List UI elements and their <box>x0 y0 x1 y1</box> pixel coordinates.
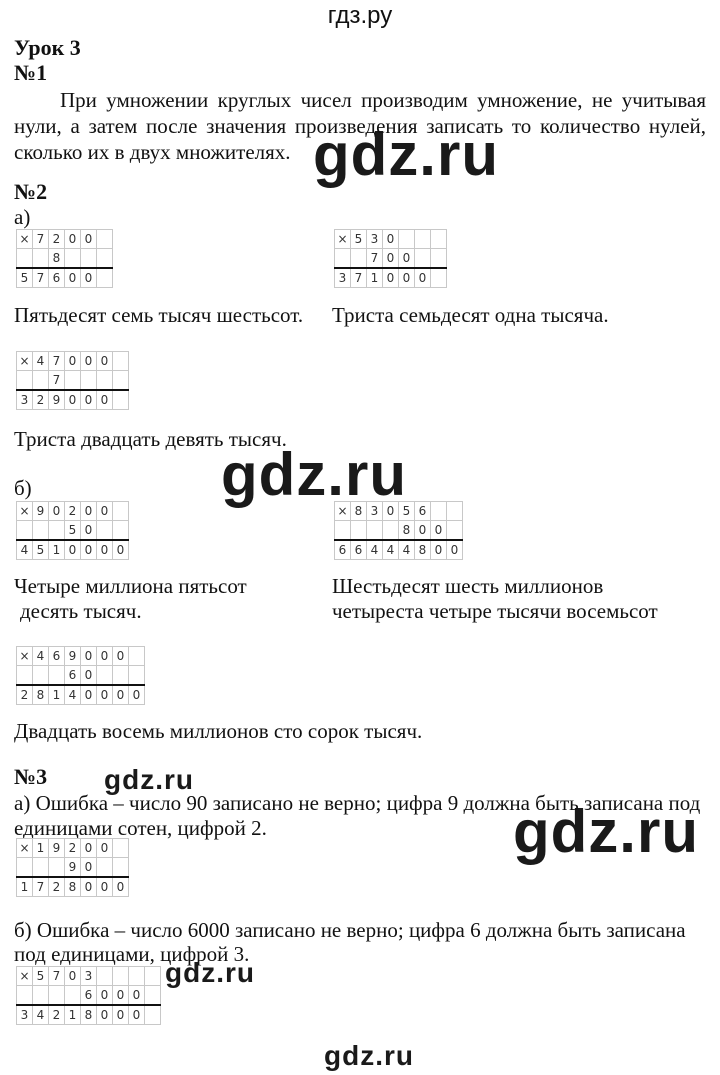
mult-530-700 <box>334 229 447 288</box>
grid-cell <box>145 986 161 1006</box>
grid-cell <box>113 502 129 521</box>
grid-cell: 0 <box>399 249 415 269</box>
grid-cell: 0 <box>81 540 97 560</box>
multiply-sign: × <box>17 502 33 521</box>
grid-result-row <box>17 1005 161 1025</box>
grid-cell <box>33 521 49 541</box>
grid-cell <box>33 986 49 1006</box>
grid-cell: 0 <box>383 249 399 269</box>
grid-cell <box>97 521 113 541</box>
grid-cell <box>367 521 383 541</box>
grid-cell <box>49 986 65 1006</box>
grid-cell <box>351 249 367 269</box>
grid-cell: 0 <box>383 230 399 249</box>
grid-cell <box>49 666 65 686</box>
grid-cell: 0 <box>81 390 97 410</box>
grid-cell: 7 <box>367 249 383 269</box>
grid-cell: 0 <box>447 540 463 560</box>
grid-cell <box>33 249 49 269</box>
grid-cell: 0 <box>113 986 129 1006</box>
grid-cell: 6 <box>335 540 351 560</box>
grid-cell: 3 <box>367 502 383 521</box>
grid-cell: 5 <box>17 268 33 288</box>
grid-cell: 0 <box>129 986 145 1006</box>
grid-factor-row <box>17 230 113 249</box>
watermark: gdz.ru <box>513 798 699 865</box>
grid-cell: 0 <box>97 1005 113 1025</box>
grid-cell <box>17 371 33 391</box>
grid-cell: 8 <box>65 877 81 897</box>
grid-cell: 0 <box>81 230 97 249</box>
grid-cell <box>33 858 49 878</box>
grid-cell: 0 <box>81 685 97 705</box>
grid-cell: 4 <box>33 647 49 666</box>
grid-cell: 9 <box>65 647 81 666</box>
grid-cell: 4 <box>65 685 81 705</box>
grid-cell: 1 <box>49 685 65 705</box>
grid-cell: 0 <box>97 877 113 897</box>
task3-b-line1: б) Ошибка – число 6000 записано не верно; цифра 6 должна быть записана <box>14 918 686 942</box>
task3-a-line2: единицами сотен, цифрой 2. <box>14 816 267 840</box>
grid-cell: 0 <box>97 502 113 521</box>
grid-factor-row <box>17 858 129 878</box>
grid-cell: 0 <box>81 521 97 541</box>
grid-cell: 0 <box>65 230 81 249</box>
grid-cell <box>335 521 351 541</box>
grid-result-row <box>17 685 145 705</box>
grid-cell: 8 <box>415 540 431 560</box>
grid-cell <box>17 521 33 541</box>
grid-cell: 9 <box>49 390 65 410</box>
grid-factor-row <box>17 647 145 666</box>
grid-cell: 0 <box>65 540 81 560</box>
grid-cell: 8 <box>399 521 415 541</box>
grid-cell: 5 <box>399 502 415 521</box>
grid-cell: 0 <box>129 685 145 705</box>
grid-cell: 0 <box>431 521 447 541</box>
grid-cell: 0 <box>129 1005 145 1025</box>
grid-cell <box>17 858 33 878</box>
grid-cell: 7 <box>49 967 65 986</box>
grid-cell: 0 <box>65 390 81 410</box>
task3-a-line1: а) Ошибка – число 90 записано не верно; цифра 9 должна быть записана под <box>14 791 701 815</box>
grid-result-row <box>17 390 129 410</box>
grid-cell: 0 <box>81 858 97 878</box>
task2-part-b: б) <box>14 476 32 500</box>
watermark: gdz.ru <box>313 121 499 188</box>
grid-cell <box>113 967 129 986</box>
task2-answer: Двадцать восемь миллионов сто сорок тысяч. <box>14 719 423 743</box>
task2-answer: Триста семьдесят одна тысяча. <box>332 303 609 327</box>
task2-answer: Четыре миллиона пятьсот <box>14 574 247 598</box>
grid-cell <box>65 371 81 391</box>
grid-factor-row <box>335 521 463 541</box>
grid-factor-row <box>17 249 113 269</box>
grid-cell: 8 <box>351 502 367 521</box>
grid-cell: 5 <box>33 967 49 986</box>
grid-cell: 0 <box>65 268 81 288</box>
multiply-sign: × <box>17 352 33 371</box>
grid-factor-row <box>17 666 145 686</box>
grid-cell <box>113 666 129 686</box>
grid-cell: 6 <box>351 540 367 560</box>
grid-cell: 3 <box>81 967 97 986</box>
grid-cell <box>97 858 113 878</box>
grid-cell: 2 <box>65 839 81 858</box>
grid-result-row <box>17 877 129 897</box>
grid-cell: 0 <box>415 268 431 288</box>
grid-cell <box>431 268 447 288</box>
grid-cell: 4 <box>33 352 49 371</box>
grid-cell: 0 <box>431 540 447 560</box>
grid-cell: 0 <box>81 666 97 686</box>
grid-cell <box>49 858 65 878</box>
mult-90200-50 <box>16 501 129 560</box>
grid-cell: 0 <box>97 986 113 1006</box>
mult-469000-60 <box>16 646 145 705</box>
grid-factor-row <box>17 839 129 858</box>
grid-cell: 0 <box>113 877 129 897</box>
grid-cell <box>145 967 161 986</box>
grid-cell: 7 <box>33 230 49 249</box>
multiply-sign: × <box>17 839 33 858</box>
grid-cell: 0 <box>81 647 97 666</box>
grid-cell <box>97 371 113 391</box>
grid-cell <box>17 666 33 686</box>
grid-cell: 7 <box>49 352 65 371</box>
task3-b-line2: под единицами, цифрой 3. <box>14 942 250 966</box>
grid-result-row <box>335 268 447 288</box>
grid-cell: 9 <box>33 502 49 521</box>
grid-cell: 2 <box>33 390 49 410</box>
grid-cell <box>113 352 129 371</box>
grid-cell <box>113 390 129 410</box>
grid-cell: 2 <box>49 230 65 249</box>
grid-cell: 4 <box>383 540 399 560</box>
grid-cell: 0 <box>81 839 97 858</box>
multiply-sign: × <box>335 230 351 249</box>
grid-factor-row <box>17 352 129 371</box>
grid-cell: 3 <box>17 390 33 410</box>
grid-cell <box>431 249 447 269</box>
task2-part-a: а) <box>14 205 31 229</box>
grid-cell: 6 <box>49 647 65 666</box>
grid-cell: 2 <box>49 877 65 897</box>
task1-text: При умножении круглых чисел производим умножение, не учитывая нули, а затем после значения произведения записать то количество нулей, сколько их в двух множителях. <box>14 88 706 164</box>
grid-cell <box>415 249 431 269</box>
grid-cell <box>129 647 145 666</box>
grid-factor-row <box>17 967 161 986</box>
task3-number: №3 <box>14 764 48 789</box>
grid-cell: 5 <box>65 521 81 541</box>
grid-cell: 6 <box>65 666 81 686</box>
grid-cell: 0 <box>65 967 81 986</box>
grid-cell: 6 <box>49 268 65 288</box>
grid-cell: 0 <box>383 268 399 288</box>
grid-cell: 6 <box>415 502 431 521</box>
grid-cell <box>33 371 49 391</box>
multiply-sign: × <box>17 967 33 986</box>
task2-answer: Шестьдесят шесть миллионов <box>332 574 604 598</box>
grid-cell: 0 <box>49 502 65 521</box>
grid-factor-row <box>17 521 129 541</box>
grid-cell: 4 <box>33 1005 49 1025</box>
grid-result-row <box>17 540 129 560</box>
grid-cell: 7 <box>33 877 49 897</box>
grid-cell: 7 <box>49 371 65 391</box>
grid-cell: 9 <box>65 858 81 878</box>
grid-cell <box>447 521 463 541</box>
grid-cell <box>97 249 113 269</box>
grid-cell: 0 <box>97 647 113 666</box>
grid-cell: 9 <box>49 839 65 858</box>
lesson-title: Урок 3 <box>14 35 81 60</box>
grid-cell: 0 <box>97 390 113 410</box>
grid-cell: 0 <box>81 352 97 371</box>
grid-cell: 1 <box>17 877 33 897</box>
task2-answer: Триста двадцать девять тысяч. <box>14 427 287 451</box>
grid-cell: 0 <box>399 268 415 288</box>
grid-cell: 0 <box>113 1005 129 1025</box>
grid-cell: 0 <box>81 502 97 521</box>
grid-cell: 6 <box>81 986 97 1006</box>
grid-cell <box>129 967 145 986</box>
mult-47000-7 <box>16 351 129 410</box>
task1-number: №1 <box>14 60 48 85</box>
grid-cell: 2 <box>65 502 81 521</box>
grid-cell <box>431 230 447 249</box>
watermark: gdz.ru <box>221 441 407 508</box>
grid-cell: 0 <box>113 685 129 705</box>
grid-cell: 4 <box>17 540 33 560</box>
grid-cell <box>81 371 97 391</box>
grid-cell: 3 <box>17 1005 33 1025</box>
watermark: gdz.ru <box>165 957 255 988</box>
task2-answer: четыреста четыре тысячи восемьсот <box>332 599 658 623</box>
grid-cell: 8 <box>81 1005 97 1025</box>
grid-cell: 0 <box>81 268 97 288</box>
grid-cell: 0 <box>383 502 399 521</box>
grid-cell <box>383 521 399 541</box>
watermark: gdz.ru <box>104 764 194 795</box>
grid-cell <box>113 371 129 391</box>
grid-cell: 3 <box>367 230 383 249</box>
grid-cell <box>97 268 113 288</box>
grid-cell <box>17 986 33 1006</box>
grid-cell <box>33 666 49 686</box>
multiply-sign: × <box>17 230 33 249</box>
grid-cell <box>415 230 431 249</box>
grid-cell: 2 <box>17 685 33 705</box>
grid-result-row <box>17 268 113 288</box>
grid-cell: 1 <box>33 839 49 858</box>
grid-cell <box>129 666 145 686</box>
grid-cell: 4 <box>399 540 415 560</box>
watermark: gdz.ru <box>324 1040 414 1071</box>
grid-cell: 8 <box>33 685 49 705</box>
task2-number: №2 <box>14 179 48 204</box>
grid-cell: 4 <box>367 540 383 560</box>
grid-cell <box>65 249 81 269</box>
grid-cell <box>81 249 97 269</box>
grid-cell <box>49 521 65 541</box>
grid-cell: 0 <box>97 540 113 560</box>
grid-cell <box>351 521 367 541</box>
grid-cell <box>113 858 129 878</box>
grid-factor-row <box>17 371 129 391</box>
grid-factor-row <box>17 502 129 521</box>
site-header: гдз.ру <box>327 2 393 29</box>
grid-cell <box>145 1005 161 1025</box>
grid-cell: 1 <box>367 268 383 288</box>
grid-cell: 1 <box>65 1005 81 1025</box>
grid-factor-row <box>335 249 447 269</box>
grid-cell: 7 <box>351 268 367 288</box>
grid-cell: 0 <box>113 647 129 666</box>
grid-cell: 7 <box>33 268 49 288</box>
grid-cell: 0 <box>113 540 129 560</box>
grid-cell: 2 <box>49 1005 65 1025</box>
grid-result-row <box>335 540 463 560</box>
grid-cell: 0 <box>97 839 113 858</box>
grid-cell: 0 <box>97 685 113 705</box>
mult-5703-6000 <box>16 966 161 1025</box>
mult-83056-800 <box>334 501 463 560</box>
grid-cell: 8 <box>49 249 65 269</box>
grid-cell: 1 <box>49 540 65 560</box>
grid-cell: 5 <box>351 230 367 249</box>
mult-7200-8 <box>16 229 113 288</box>
grid-cell <box>97 230 113 249</box>
grid-cell: 3 <box>335 268 351 288</box>
grid-cell <box>399 230 415 249</box>
grid-factor-row <box>17 986 161 1006</box>
grid-cell: 0 <box>81 877 97 897</box>
grid-cell <box>65 986 81 1006</box>
grid-cell <box>97 666 113 686</box>
task2-answer: Пятьдесят семь тысяч шестьсот. <box>14 303 304 327</box>
grid-factor-row <box>335 230 447 249</box>
grid-cell <box>431 502 447 521</box>
grid-cell <box>335 249 351 269</box>
multiply-sign: × <box>17 647 33 666</box>
grid-cell <box>17 249 33 269</box>
grid-factor-row <box>335 502 463 521</box>
grid-cell: 5 <box>33 540 49 560</box>
grid-cell: 0 <box>97 352 113 371</box>
mult-19200-90 <box>16 838 129 897</box>
grid-cell <box>447 502 463 521</box>
multiply-sign: × <box>335 502 351 521</box>
grid-cell <box>97 967 113 986</box>
task2-answer: десять тысяч. <box>20 599 142 623</box>
grid-cell: 0 <box>415 521 431 541</box>
grid-cell: 0 <box>65 352 81 371</box>
grid-cell <box>113 839 129 858</box>
grid-cell <box>113 521 129 541</box>
